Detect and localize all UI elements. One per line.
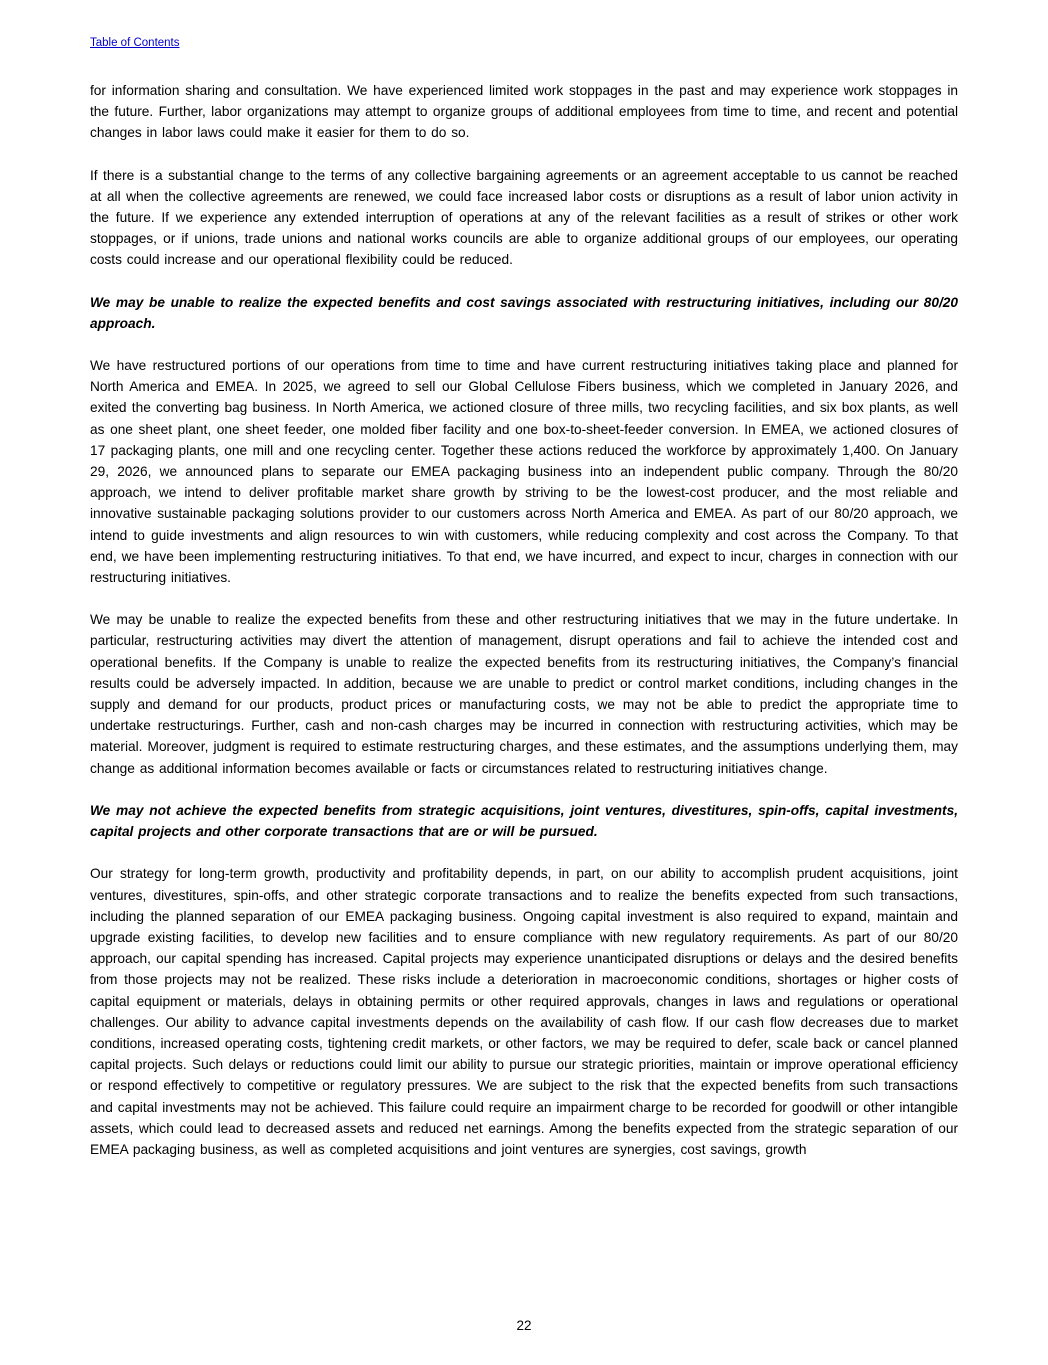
paragraph-collective-bargaining: If there is a substantial change to the terms of any collective bargaining agreements or an agreement acceptable to us cannot be reached at all when the collective agreements are renewed, we could face increased labor costs or disruptions as a result of labor union activity in the future. If we experience any extended interruption of operations at any of the relevant facilities as a result of strikes or other work stoppages, or if unions, trade unions and national works councils are able to organize additional groups of our employees, our operating costs could increase and our operational flexibility could be reduced. — [90, 167, 958, 268]
risk-heading-restructuring: We may be unable to realize the expected benefits and cost savings associated with restructuring initiatives, including our 80/20 approach. — [90, 294, 958, 331]
risk-heading-strategic-transactions: We may not achieve the expected benefits from strategic acquisitions, joint ventures, divestitures, spin-offs, capital investments, capital projects and other corporate transactions that are or will be pursued. — [90, 802, 958, 840]
document-content — [90, 80, 958, 1160]
paragraph-restructuring-risks: We may be unable to realize the expected benefits from these and other restructuring initiatives that we may in the future undertake. In particular, restructuring activities may divert the attention of management, disrupt operations and fail to achieve the intended cost and operational benefits. If the Company is unable to realize the expected benefits from its restructuring initiatives, the Company’s financial results could be adversely impacted. In addition, because we are unable to predict or control market conditions, including changes in the supply and demand for our products, product prices or manufacturing costs, we may not be able to predict the appropriate time to undertake restructurings. Further, cash and non-cash charges may be incurred in connection with restructuring activities, which may be material. Moreover, judgment is required to estimate restructuring charges, and these estimates, and the assumptions underlying them, may change as additional information becomes available or facts or circumstances related to restructuring initiatives change. — [90, 612, 958, 776]
paragraph-strategy-capital: Our strategy for long-term growth, productivity and profitability depends, in part, on our ability to accomplish prudent acquisitions, joint ventures, divestitures, spin-offs, and other strategic corporate transactions and to realize the benefits expected from such transactions, including the planned separation of our EMEA packaging business. Ongoing capital investment is also required to expand, maintain and upgrade existing facilities, to develop new facilities and to ensure compliance with new regulatory requirements. As part of our 80/20 approach, our capital spending has increased. Capital projects may experience unanticipated disruptions or delays and the desired benefits from those projects may not be realized. These risks include a deterioration in macroeconomic conditions, shortages or higher costs of capital equipment or materials, delays in obtaining permits or other required approvals, changes in laws and regulations or operational challenges. Our ability to advance capital investments depends on the availability of cash flow. If our cash flow decreases due to market conditions, increased operating costs, tightening credit markets, or other factors, we may be required to defer, scale back or cancel planned capital projects. Such delays or reductions could limit our ability to pursue our strategic priorities, maintain or improve operational efficiency or respond effectively to competitive or regulatory pressures. We are subject to the risk that the expected benefits from such transactions and capital investments may not be achieved. This failure could require an impairment charge to be recorded for goodwill or other intangible assets, which could lead to decreased assets and reduced net earnings. Among the benefits expected from the strategic separation of our EMEA packaging business, as well as completed acquisitions and joint ventures are synergies, cost savings, growth — [90, 866, 958, 1157]
paragraph-labor-stoppages: for information sharing and consultation. We have experienced limited work stoppages in the past and may experience work stoppages in the future. Further, labor organizations may attempt to organize groups of additional employees from time to time, and recent and potential changes in labor laws could make it easier for them to do so. — [90, 83, 958, 141]
paragraph-restructuring-actions: We have restructured portions of our operations from time to time and have current restructuring initiatives taking place and planned for North America and EMEA. In 2025, we agreed to sell our Global Cellulose Fibers business, which we completed in January 2026, and exited the converting bag business. In North America, we actioned closure of three mills, two recycling facilities, and six box plants, as well as one sheet plant, one sheet feeder, one molded fiber facility and one box-to-sheet-feeder conversion. In EMEA, we actioned closures of 17 packaging plants, one mill and one recycling center. Together these actions reduced the workforce by approximately 1,400. On January 29, 2026, we announced plans to separate our EMEA packaging business into an independent public company. Through the 80/20 approach, we intend to deliver profitable market share growth by striving to be the lowest-cost producer, and the most reliable and innovative sustainable packaging solutions provider to our customers across North America and EMEA. As part of our 80/20 approach, we intend to guide investments and align resources to win with customers, while reducing complexity and cost across the Company. To that end, we have been implementing restructuring initiatives. To that end, we have incurred, and expect to incur, charges in connection with our restructuring initiatives. — [90, 358, 958, 586]
page-number: 22 — [516, 1318, 532, 1333]
table-of-contents-link[interactable]: Table of Contents — [90, 37, 180, 49]
